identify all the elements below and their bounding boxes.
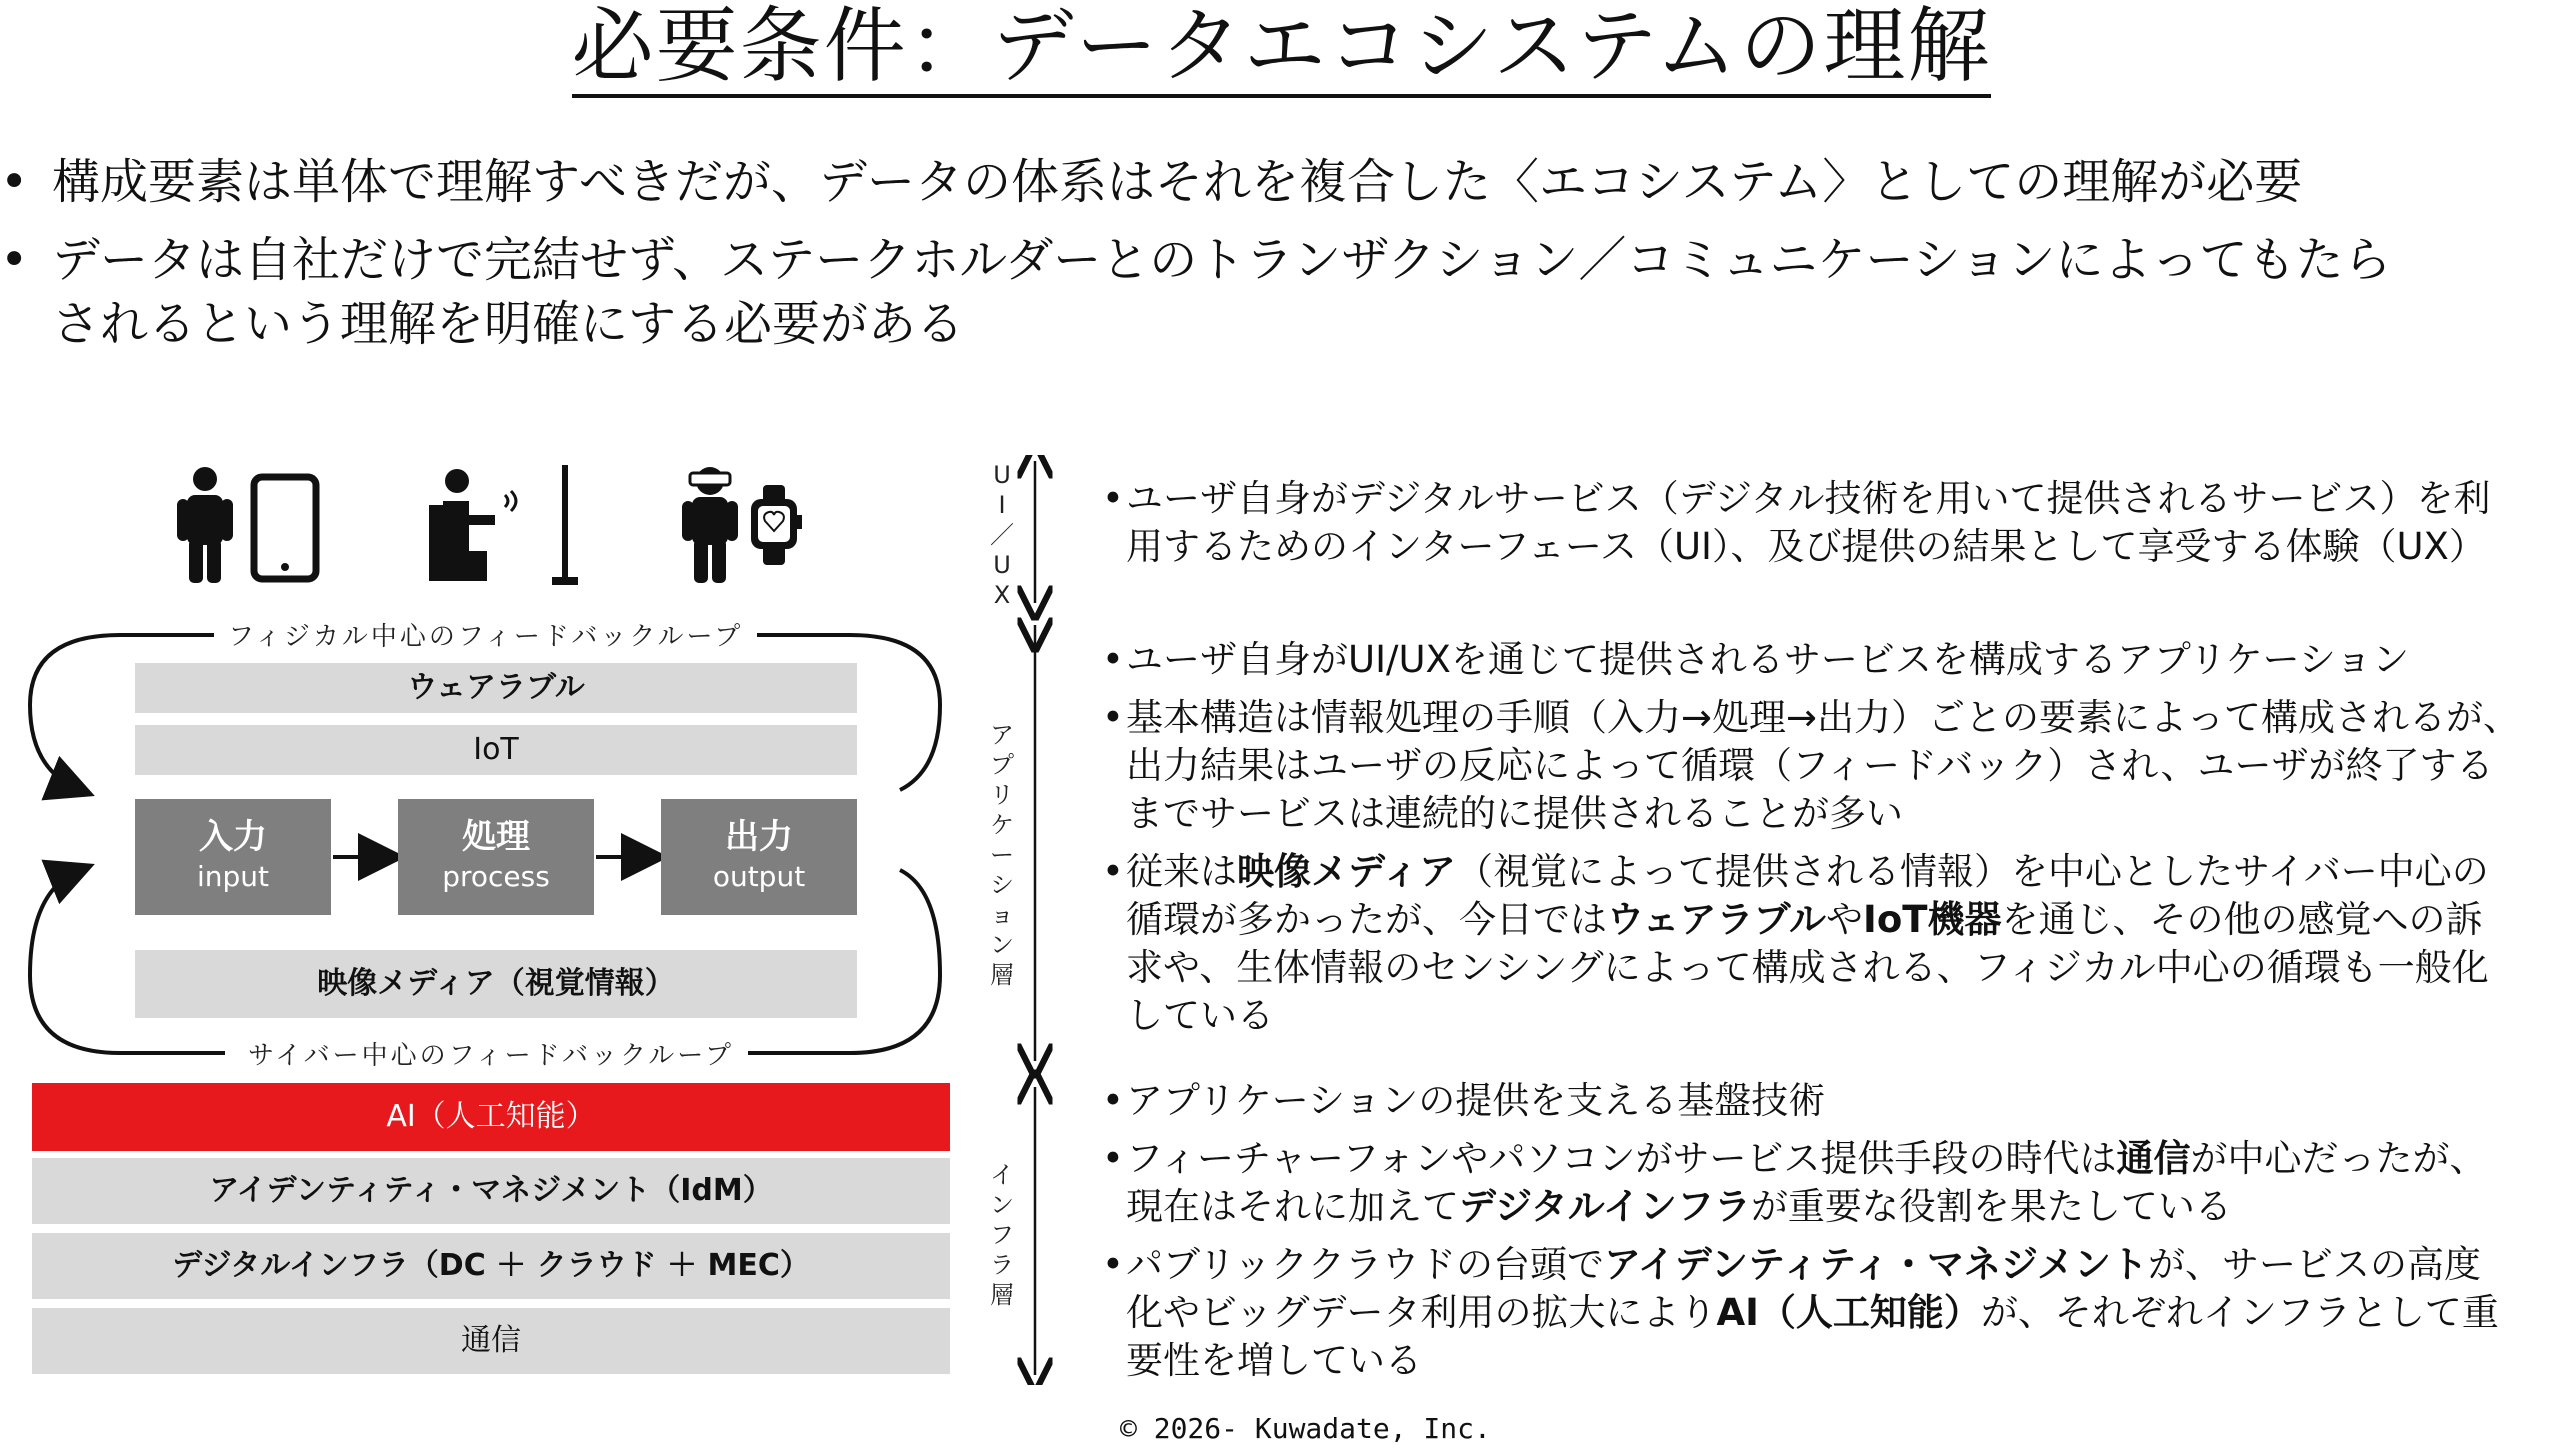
ai-bar: AI（人工知能） (32, 1083, 950, 1151)
layer-arrows (1010, 455, 1070, 1385)
cyber-loop-label: サイバー中心のフィードバックループ (234, 1035, 748, 1072)
idm-bar: アイデンティティ・マネジメント（IdM） (32, 1158, 950, 1224)
digital-infra-bar: デジタルインフラ（DC ＋ クラウド ＋ MEC） (32, 1233, 950, 1299)
iot-bar: IoT (135, 725, 857, 775)
communication-bar: 通信 (32, 1308, 950, 1374)
ecosystem-diagram (0, 450, 960, 1390)
desc-item: • パブリッククラウドの台頭でアイデンティティ・マネジメントが、サービスの高度 化やビッグデータ利用の拡大によりAI（人工知能）が、それぞれインフラとして重 要性を増している (1098, 1241, 2558, 1385)
desc-item: • アプリケーションの提供を支える基盤技術 (1098, 1077, 2558, 1125)
copyright-notice: © 2026- Kuwadate, Inc. (1120, 1412, 1491, 1445)
uiux-description (1098, 475, 2558, 571)
output-box: 出力 output (661, 799, 857, 915)
summary-bullet: • データは自社だけで完結せず、ステークホルダーとのトランザクション／コミュニケーションによってもたら されるという理解を明確にする必要がある (0, 228, 2563, 356)
input-box: 入力 input (135, 799, 331, 915)
process-box: 処理 process (398, 799, 594, 915)
physical-loop-label: フィジカル中心のフィードバックループ (214, 616, 757, 653)
desc-item: • ユーザ自身がUI/UXを通じて提供されるサービスを構成するアプリケーション (1098, 636, 2558, 684)
desc-item: • 従来は映像メディア（視覚によって提供される情報）を中心としたサイバー中心の 循環が多かったが、今日ではウェアラブルやIoT機器を通じ、その他の感覚への訴 求や、生体情報のセンシングによって構成される、フィジカル中心の循環も一般化 している (1098, 848, 2558, 1040)
video-media-bar: 映像メディア（視覚情報） (135, 950, 857, 1018)
desc-item: • 基本構造は情報処理の手順（入力→処理→出力）ごとの要素によって構成されるが、 出力結果はユーザの反応によって循環（フィードバック）され、ユーザが終了する までサービスは連続的に提供されることが多い (1098, 694, 2558, 838)
summary-bullets (0, 150, 2563, 356)
page-title: 必要条件：データエコシステムの理解 (0, 2, 2563, 92)
uiux-layer-label: U I ／ U X (987, 460, 1017, 610)
summary-bullet: • 構成要素は単体で理解すべきだが、データの体系はそれを複合した〈エコシステム〉としての理解が必要 (0, 150, 2563, 214)
wearable-bar: ウェアラブル (135, 663, 857, 713)
desc-item: • ユーザ自身がデジタルサービス（デジタル技術を用いて提供されるサービス）を利 用するためのインターフェース（UI）、及び提供の結果として享受する体験（UX） (1098, 475, 2558, 571)
application-description (1098, 636, 2558, 1040)
infra-description (1098, 1077, 2558, 1385)
application-layer-label: ア プ リ ケ ー シ ョ ン 層 (987, 720, 1017, 990)
desc-item: • フィーチャーフォンやパソコンがサービス提供手段の時代は通信が中心だったが、 現在はそれに加えてデジタルインフラが重要な役割を果たしている (1098, 1135, 2558, 1231)
infra-layer-label: イ ン フ ラ 層 (987, 1160, 1017, 1310)
